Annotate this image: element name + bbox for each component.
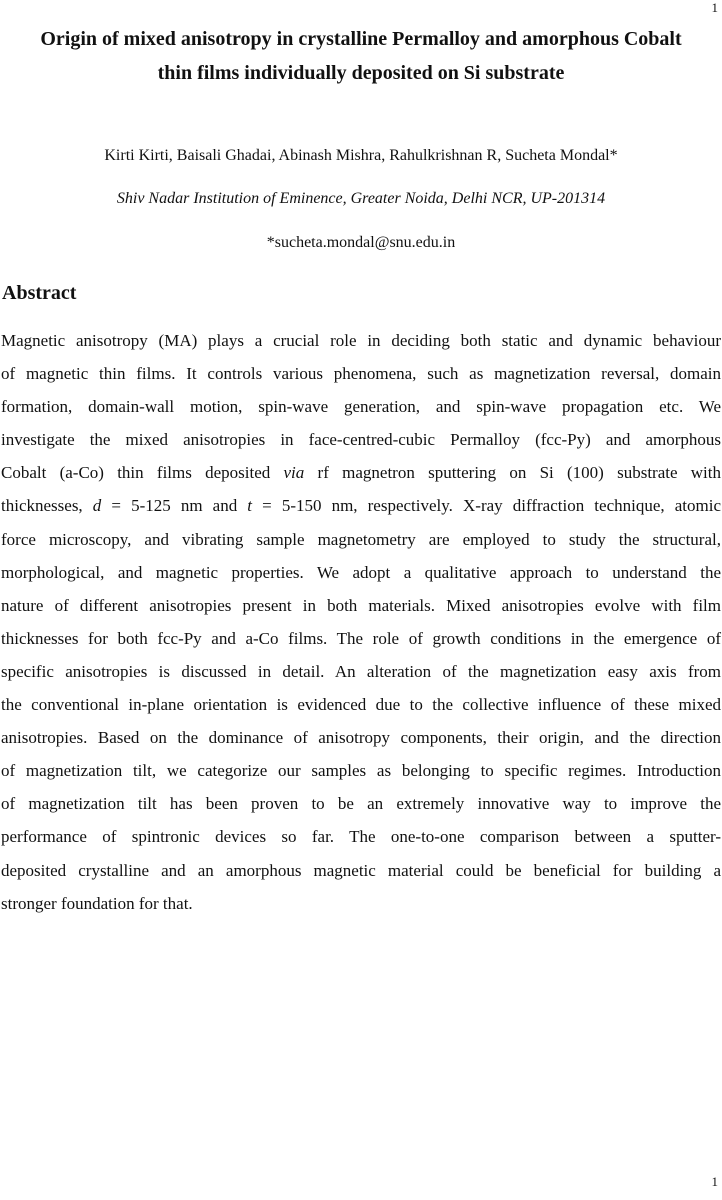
abstract-line <box>1 495 721 528</box>
paper-title-line-2: thin films individually deposited on Si substrate <box>157 62 565 84</box>
abstract-heading: Abstract <box>2 282 77 304</box>
text-segment: Cobalt (a-Co) thin films deposited <box>1 463 284 483</box>
page-number-bottom: 1 <box>711 1174 718 1189</box>
abstract-line: Magnetic anisotropy (MA) plays a crucial role in deciding both static and dynamic behaviour <box>1 331 721 350</box>
page-number-top: 1 <box>711 0 718 15</box>
italic-variable: t <box>247 496 253 516</box>
abstract-line: stronger foundation for that. <box>1 893 193 913</box>
abstract-line: investigate the mixed anisotropies in face-centred-cubic Permalloy (fcc-Py) and amorphous <box>1 430 721 450</box>
text-segment: thicknesses, <box>1 496 93 516</box>
abstract-line: force microscopy, and vibrating sample magnetometry are employed to study the structural, <box>1 529 721 549</box>
text-segment: = 5-125 nm and <box>101 496 248 516</box>
text-segment: = 5-150 nm, respectively. X-ray diffraction technique, atomic <box>252 496 721 516</box>
abstract-line: deposited crystalline and an amorphous magnetic material could be beneficial for building a <box>1 860 721 880</box>
abstract-body <box>1 330 721 926</box>
italic-variable: d <box>92 496 102 516</box>
abstract-line: formation, domain-wall motion, spin-wave generation, and spin-wave propagation etc. We <box>1 397 721 417</box>
abstract-line: nature of different anisotropies present in both materials. Mixed anisotropies evolve with film <box>1 595 721 615</box>
abstract-line: of magnetization tilt, we categorize our samples as belonging to specific regimes. Introduction <box>1 761 721 781</box>
abstract-line: thicknesses for both fcc-Py and a-Co films. The role of growth conditions in the emergence of <box>1 628 721 648</box>
abstract-line: the conventional in-plane orientation is evidenced due to the collective influence of these mixed <box>1 695 721 715</box>
abstract-line <box>1 462 721 495</box>
text-segment: rf magnetron sputtering on Si (100) substrate with <box>304 463 721 483</box>
abstract-line: of magnetic thin films. It controls various phenomena, such as magnetization reversal, domain <box>1 364 721 384</box>
abstract-line: specific anisotropies is discussed in detail. An alteration of the magnetization easy axis from <box>1 661 721 681</box>
abstract-line: morphological, and magnetic properties. We adopt a qualitative approach to understand the <box>1 562 721 582</box>
italic-text: via <box>283 463 305 483</box>
affiliation: Shiv Nadar Institution of Eminence, Greater Noida, Delhi NCR, UP-201314 <box>116 190 606 207</box>
authors: Kirti Kirti, Baisali Ghadai, Abinash Mishra, Rahulkrishnan R, Sucheta Mondal* <box>104 147 618 164</box>
corresponding-email: *sucheta.mondal@snu.edu.in <box>266 234 456 251</box>
abstract-line: of magnetization tilt has been proven to be an extremely innovative way to improve the <box>1 794 721 814</box>
abstract-line: anisotropies. Based on the dominance of anisotropy components, their origin, and the direction <box>1 728 721 748</box>
paper-title-line-1: Origin of mixed anisotropy in crystalline Permalloy and amorphous Cobalt <box>40 28 682 50</box>
abstract-line: performance of spintronic devices so far. The one-to-one comparison between a sputter- <box>1 827 721 847</box>
